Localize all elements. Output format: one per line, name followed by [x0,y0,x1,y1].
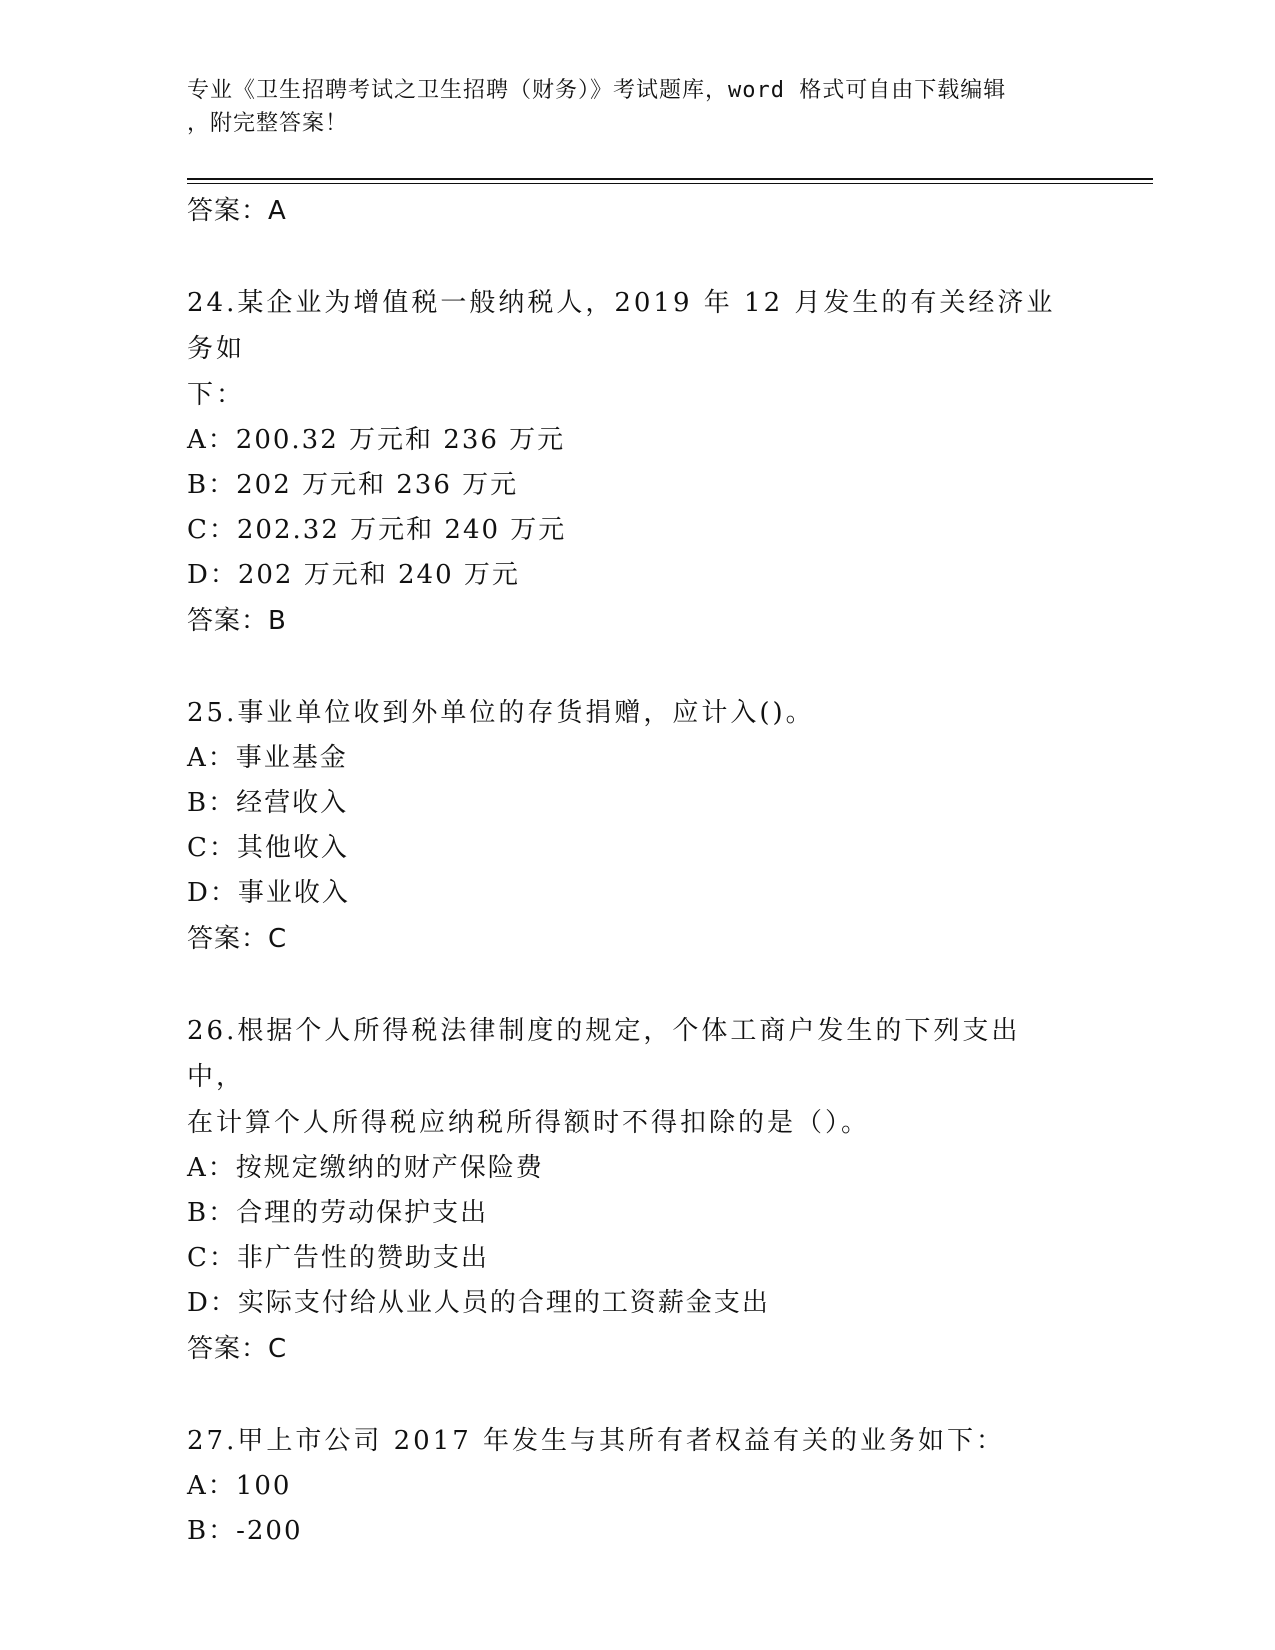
option-b: B：经营收入 [187,788,349,818]
option-b: B：202 万元和 236 万元 [187,470,519,500]
option-b: B：-200 [187,1516,303,1546]
option-a: A：按规定缴纳的财产保险费 [187,1153,544,1183]
option-c: C：其他收入 [187,833,349,863]
header-line-2: ，附完整答案！ [187,111,349,136]
question-text-continued: 下： [187,380,246,410]
question-text: 25.事业单位收到外单位的存货捐赠，应计入()。 [187,698,815,728]
header-line-1: 专业《卫生招聘考试之卫生招聘（财务）》考试题库，word 格式可自由下载编辑 [187,78,1007,103]
header-rule-thin [187,183,1153,184]
answer-label: 答案：C [187,1334,288,1364]
question-text: 26.根据个人所得税法律制度的规定，个体工商户发生的下列支出中， [187,1016,1021,1092]
answer-label: 答案：C [187,924,288,954]
option-b: B：合理的劳动保护支出 [187,1198,489,1228]
question-list [187,188,1067,1554]
option-a: A：100 [187,1471,292,1501]
option-c: C：202.32 万元和 240 万元 [187,515,567,545]
question-text: 24.某企业为增值税一般纳税人，2019 年 12 月发生的有关经济业务如 [187,288,1056,364]
question-26 [187,1008,1067,1372]
question-25 [187,690,1067,962]
option-d: D：202 万元和 240 万元 [187,560,520,590]
option-a: A：200.32 万元和 236 万元 [187,425,566,455]
option-d: D：实际支付给从业人员的合理的工资薪金支出 [187,1288,770,1318]
option-c: C：非广告性的赞助支出 [187,1243,489,1273]
question-24 [187,280,1067,644]
option-a: A：事业基金 [187,743,348,773]
question-27 [187,1418,1067,1554]
option-d: D：事业收入 [187,878,350,908]
question-text: 27.甲上市公司 2017 年发生与其所有者权益有关的业务如下： [187,1426,1006,1456]
answer-label: 答案：A [187,196,287,226]
document-header [187,74,1067,140]
answer-label: 答案：B [187,606,287,636]
header-rule-thick [187,178,1153,180]
question-text-continued: 在计算个人所得税应纳税所得额时不得扣除的是（）。 [187,1108,871,1138]
